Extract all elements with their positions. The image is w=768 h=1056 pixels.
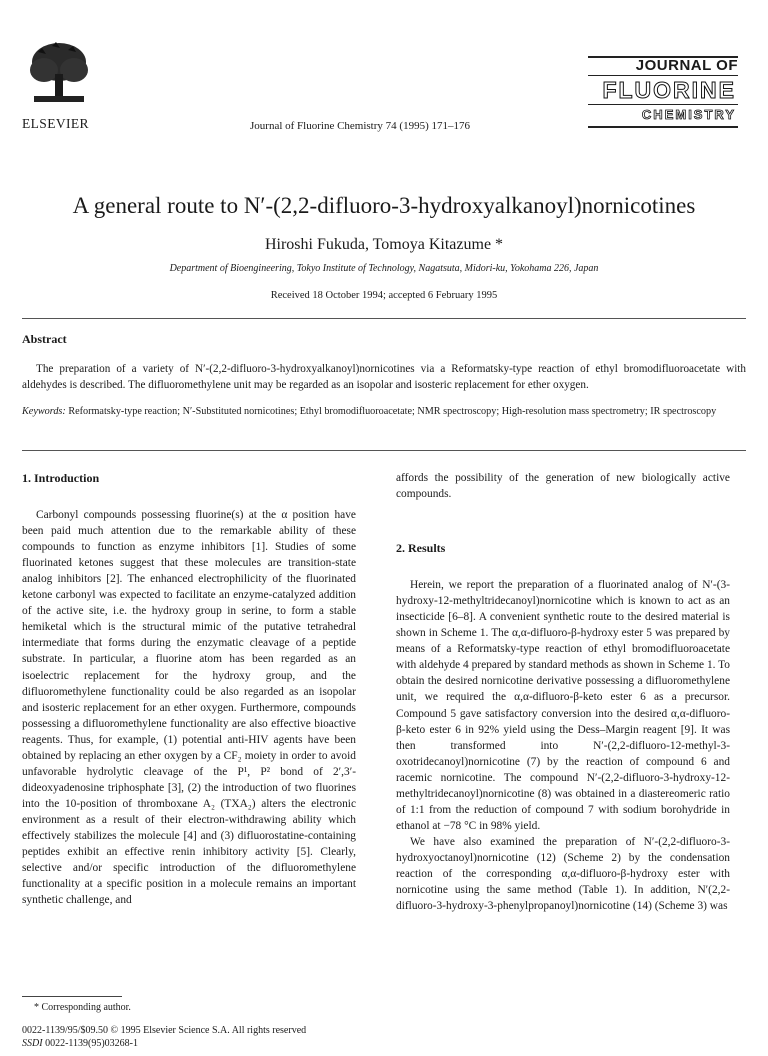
results-paragraph-2: We have also examined the preparation of N′-(2,2-difluoro-3-hydroxyoctanoyl)nornicotine (12) (Scheme 2) by the condensation reaction of the corresponding α,α-difluoro-β-hydroxy ester with nornicotine using the same method (Table 1). In addition, N′(2,2-difluoro-3-hydroxy-3-phenylpropanoyl)nornicotine (14) (Scheme 3) was bbox=[396, 835, 730, 913]
issn-block bbox=[22, 1024, 306, 1050]
ssdi-value: 0022-1139(95)03268-1 bbox=[42, 1038, 139, 1049]
introduction-paragraph: Carbonyl compounds possessing fluorine(s) at the α position have been paid much attention due to the remarkable ability of these compounds to function as enzyme inhibitors [1]. Studies of some fluorinated ketones suggest that these molecules are transition-state analog inhibitors [2]. The enhanced electrophilicity of the fluorinated ketone carbonyl was expected to facilitate an enzyme-catalyzed addition of the active site, i.e. the hydroxy group in serine, to form a stable hemiketal which is the structural mimic of the putative tetrahedral intermediate that forms during the enzymatic cleavage of a peptide substrate. In particular, a fluorine atom has been regarded as an isoelectric replacement for the hydroxy group, and the difluoromethylene functionality could be also regarded as an isopolar and isosteric replacement for an ether oxygen. Furthermore, compounds possessing a difluoromethylene functionality are also effective bioactive reagents. Thus, for example, (1) potential anti-HIV agents have been obtained by replacing an ether oxygen by a CF₂ moiety in order to avoid unfavorable hydrolytic cleavage of the P¹, P² bond of 2′,3′-dideoxyadenosine triphosphate [3], (2) the introduction of two fluorines into the 10-position of thromboxane A₂ (TXA₂) alters the electronic environment as a result of their electron-withdrawing ability which effectively stabilizes the molecule [4] and (3) difluorostatine-containing peptides exhibit an effective renin inhibitory activity [5]. Clearly, selective and/or specific introduction of the difluoromethylene functionality at a specific position in a molecule remains an important synthetic challenge, and bbox=[22, 509, 356, 907]
abstract-text: The preparation of a variety of N′-(2,2-difluoro-3-hydroxyalkanoyl)nornicotines via a Reformatsky-type reaction of ethyl bromodifluoroacetate with aldehydes is described. The difluoromethylene unit may be regarded as an isopolar and isosteric replacement for ether oxygen. bbox=[22, 363, 746, 391]
introduction-continuation: affords the possibility of the generation of new biologically active compounds. bbox=[396, 472, 730, 501]
issn-line: 0022-1139/95/$09.50 © 1995 Elsevier Science S.A. All rights reserved bbox=[22, 1025, 307, 1036]
article-authors: Hiroshi Fukuda, Tomoya Kitazume * bbox=[264, 236, 504, 253]
corresponding-author-note: * Corresponding author. bbox=[34, 1002, 131, 1013]
journal-citation: Journal of Fluorine Chemistry 74 (1995) 171–176 bbox=[250, 120, 470, 132]
results-paragraph-1: Herein, we report the preparation of a fluorinated analog of N′-(3-hydroxy-12-methyltridecanoyl)nornicotine which is known to act as an insecticide [6–8]. A convenient synthetic route to the desired material is shown in Scheme 1. The α,α-difluoro-β-hydroxy ester 5 was prepared by means of a Reformatsky-type reaction of ethyl bromodifluoroacetate with aldehyde 4 prepared by standard methods as shown in Scheme 1. To obtain the desired nornicotine derivative possessing a difluoromethylene unit, we required the α,α-difluoro-β-keto ester 6 as a precursor. Compound 5 gave satisfactory conversion into the desired α,α-difluoro-β-keto ester 6 in 92% yield using the Dess–Margin reagent [9]. It was then transformed into N′-(2,2-difluoro-12-methyl-3-oxotridecanoyl)nornicotine (7) by the reaction of compound 6 and racemic nornicotine. The compound N′-(2,2-difluoro-3-hydroxy-12-methyltridecanoyl)nornicotine (8) was obtained in a diastereomeric ratio of 1:1 from the reduction of compound 7 with sodium borohydride in ethanol at −78 °C in 98% yield. bbox=[396, 579, 730, 832]
keywords bbox=[22, 405, 746, 420]
keywords-label: Keywords: bbox=[22, 406, 66, 417]
elsevier-tree-logo bbox=[28, 40, 90, 108]
article-title: A general route to N′-(2,2-difluoro-3-hydroxyalkanoyl)nornicotines bbox=[72, 193, 696, 218]
author-affiliation: Department of Bioengineering, Tokyo Institute of Technology, Nagatsuta, Midori-ku, Yokohama 226, Japan bbox=[169, 263, 599, 274]
publisher-name: ELSEVIER bbox=[22, 116, 89, 131]
ssdi-label: SSDI bbox=[22, 1038, 43, 1049]
keywords-list: Reformatsky-type reaction; N′-Substituted nornicotines; Ethyl bromodifluoroacetate; NMR spectroscopy; High-resolution mass spectrometry; IR spectroscopy bbox=[68, 406, 717, 417]
divider-abstract bbox=[22, 450, 746, 451]
journal-logo bbox=[588, 56, 738, 132]
journal-logo-line3: CHEMISTRY bbox=[641, 107, 736, 122]
journal-logo-line1: JOURNAL OF bbox=[635, 57, 738, 74]
left-column bbox=[22, 470, 356, 908]
divider-top bbox=[22, 318, 746, 319]
footnote-rule bbox=[22, 996, 122, 997]
right-column bbox=[396, 470, 730, 914]
received-dates: Received 18 October 1994; accepted 6 February 1995 bbox=[270, 290, 498, 301]
journal-logo-line2: FLUORINE bbox=[602, 77, 736, 103]
ssdi-line bbox=[22, 1037, 306, 1050]
abstract-heading: Abstract bbox=[22, 332, 67, 346]
results-heading: 2. Results bbox=[396, 541, 446, 556]
introduction-heading: 1. Introduction bbox=[22, 471, 100, 485]
